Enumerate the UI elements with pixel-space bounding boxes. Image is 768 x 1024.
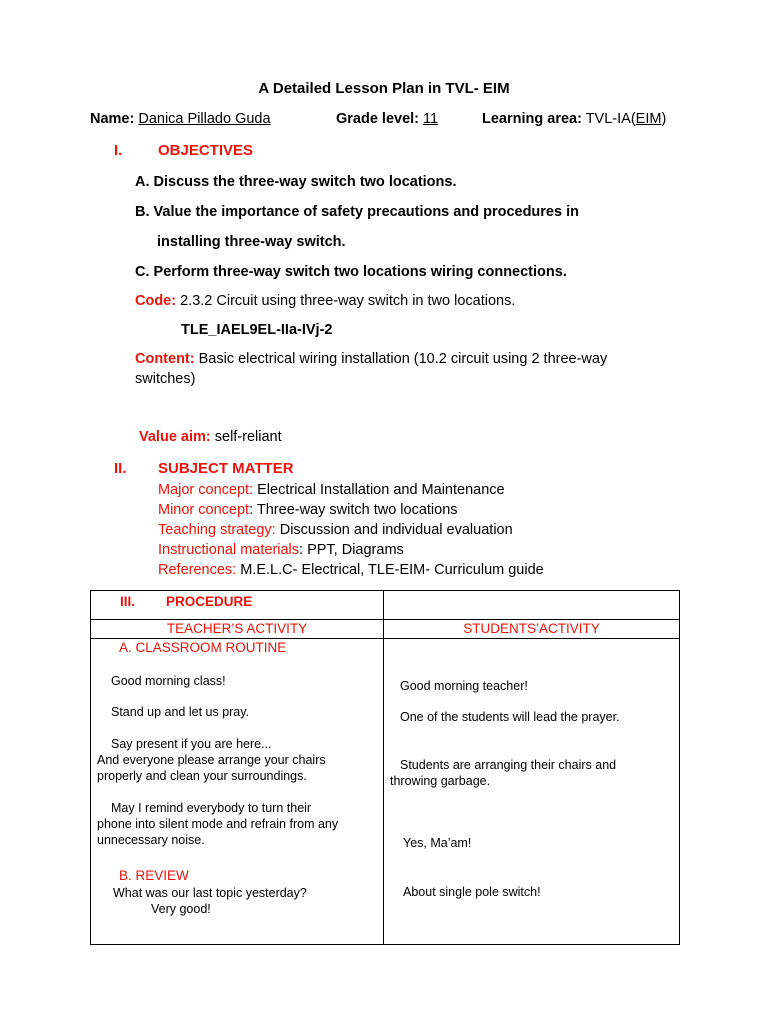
student-line: About single pole switch! [403, 885, 541, 899]
subject-item-value: M.E.L.C- Electrical, TLE-EIM- Curriculum guide [236, 562, 544, 578]
student-line: Yes, Ma’am! [403, 836, 472, 850]
procedure-numeral: III. [120, 594, 136, 609]
subject-item-label: Instructional materials [158, 542, 300, 558]
procedure-table [90, 590, 680, 945]
teacher-line: Say present if you are here... [111, 737, 272, 751]
teacher-line: Very good! [151, 902, 211, 916]
document-title: A Detailed Lesson Plan in TVL- EIM [258, 80, 510, 97]
teacher-line: unnecessary noise. [97, 833, 205, 847]
procedure-heading: PROCEDURE [166, 594, 253, 609]
objective-b-line2: installing three-way switch. [157, 234, 346, 250]
value-aim-line [139, 429, 282, 445]
procedure-title-row [91, 591, 680, 620]
students-activity-header: STUDENTS’ACTIVITY [384, 620, 680, 639]
subject-item-label: Minor concept [158, 502, 250, 518]
subject-item-label: Major concept: [158, 482, 254, 498]
value-aim-label: Value aim: [139, 429, 211, 445]
subject-item-references [158, 562, 544, 578]
teacher-line: And everyone please arrange your chairs [97, 753, 326, 767]
code-id: TLE_IAEL9EL-IIa-IVj-2 [181, 322, 333, 338]
learning-area-suffix: ) [661, 111, 667, 127]
student-line: Students are arranging their chairs and [400, 758, 617, 772]
content-line2: switches) [135, 371, 196, 387]
subject-item-value: Electrical Installation and Maintenance [253, 482, 505, 498]
teacher-line: properly and clean your surroundings. [97, 769, 307, 783]
subject-matter-numeral: II. [114, 460, 127, 477]
subject-item-label: References: [158, 562, 237, 578]
code-label: Code: [135, 293, 177, 309]
grade-field [336, 111, 438, 127]
subject-matter-heading: SUBJECT MATTER [158, 460, 294, 477]
code-line [135, 293, 515, 309]
teacher-activity-cell [91, 639, 384, 945]
subject-item-value: : PPT, Diagrams [299, 542, 404, 558]
objective-a: A. Discuss the three-way switch two locations. [135, 174, 457, 190]
content-value-line1: Basic electrical wiring installation (10.2 circuit using 2 three-way [194, 351, 608, 367]
teacher-line: May I remind everybody to turn their [111, 801, 312, 815]
value-aim-value: self-reliant [210, 429, 282, 445]
classroom-routine-heading: A. CLASSROOM ROUTINE [119, 640, 287, 655]
student-line: throwing garbage. [390, 774, 491, 788]
grade-value: 11 [423, 111, 439, 127]
subject-item-teaching-strategy [158, 522, 513, 538]
content-label: Content: [135, 351, 195, 367]
objectives-numeral: I. [114, 142, 123, 159]
teacher-line: Good morning class! [111, 674, 226, 688]
subject-item-value: : Three-way switch two locations [249, 502, 458, 518]
subject-item-minor-concept [158, 502, 458, 518]
student-line: Good morning teacher! [400, 679, 528, 693]
subject-item-major-concept [158, 482, 505, 498]
teacher-line: phone into silent mode and refrain from any [97, 817, 339, 831]
teacher-line: Stand up and let us pray. [111, 705, 250, 719]
subject-item-label: Teaching strategy: [158, 522, 276, 538]
subject-item-instructional-materials [158, 542, 404, 558]
procedure-content-row [91, 639, 680, 945]
student-line: One of the students will lead the prayer. [400, 710, 620, 724]
content-line1 [135, 351, 607, 367]
students-activity-cell [384, 639, 680, 945]
name-field [90, 111, 271, 127]
name-value: Danica Pillado Guda [138, 111, 271, 127]
learning-area-field [482, 111, 666, 127]
procedure-title-empty-cell [384, 591, 680, 620]
review-heading: B. REVIEW [119, 868, 189, 883]
objective-b-line1: B. Value the importance of safety precautions and procedures in [135, 204, 579, 220]
learning-area-eim: EIM [635, 111, 662, 127]
subject-item-value: Discussion and individual evaluation [275, 522, 513, 538]
teacher-line: What was our last topic yesterday? [113, 886, 307, 900]
code-value: 2.3.2 Circuit using three-way switch in two locations. [176, 293, 516, 309]
objective-c: C. Perform three-way switch two locations wiring connections. [135, 264, 567, 280]
objectives-heading: OBJECTIVES [158, 142, 254, 159]
name-label: Name: [90, 111, 135, 127]
learning-area-label: Learning area: [482, 111, 582, 127]
procedure-title-cell [91, 591, 384, 620]
procedure-column-header-row [91, 620, 680, 639]
grade-label: Grade level: [336, 111, 420, 127]
learning-area-prefix: TVL-IA( [585, 111, 636, 127]
teacher-activity-header: TEACHER’S ACTIVITY [91, 620, 384, 639]
